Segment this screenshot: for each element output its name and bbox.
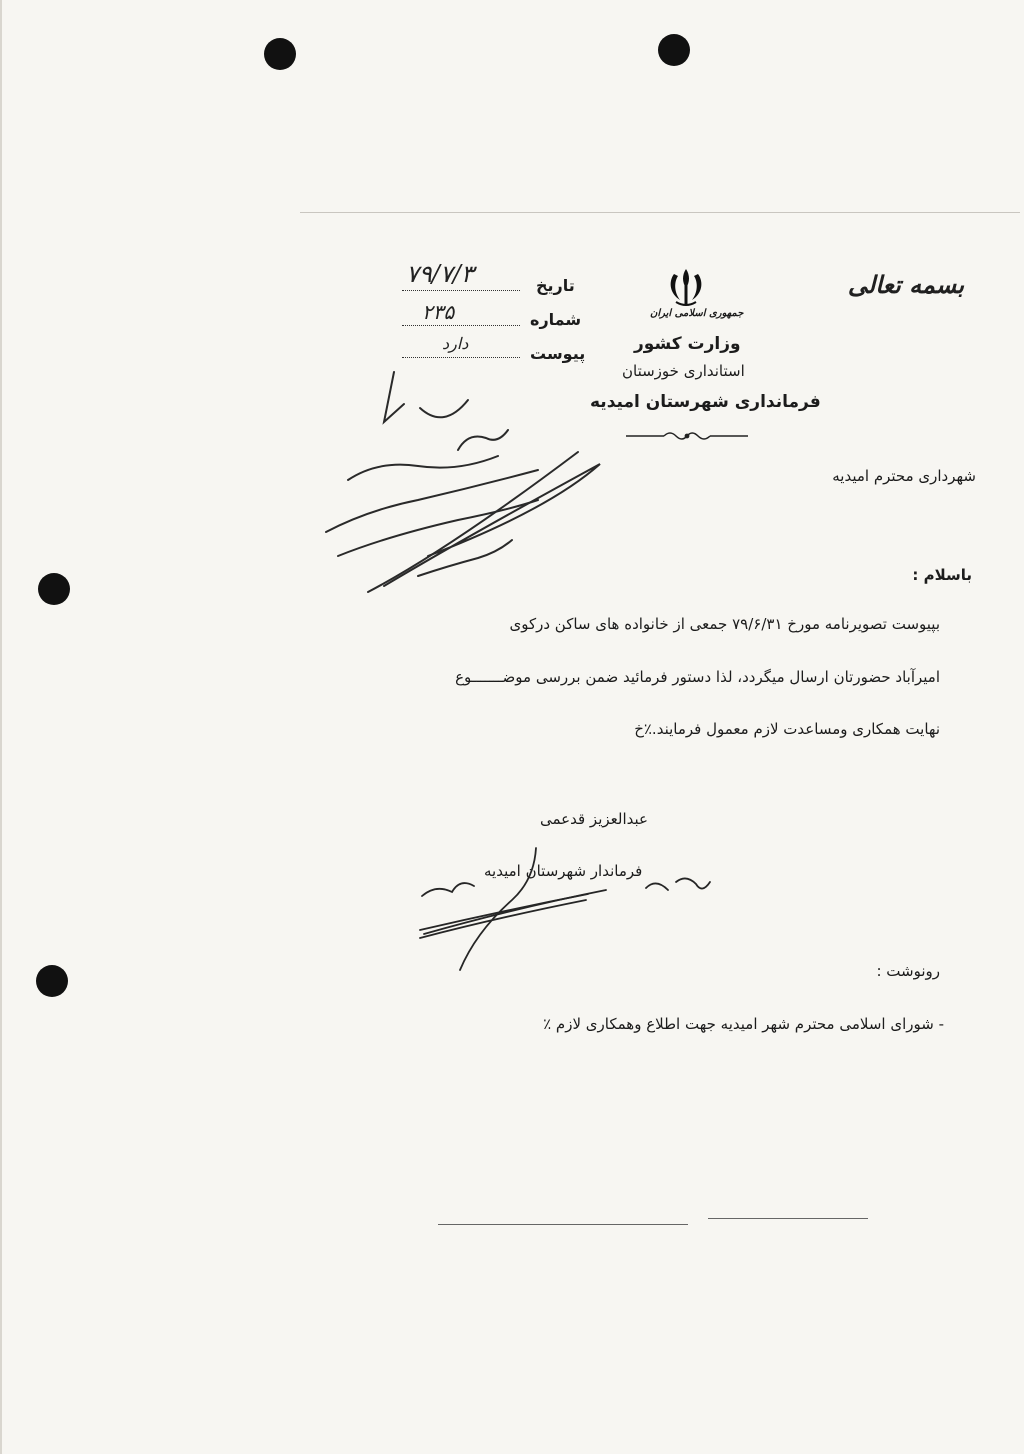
emblem-caption: جمهوری اسلامی ایران — [650, 308, 744, 319]
punch-hole — [264, 38, 296, 70]
province-office: استانداری خوزستان — [622, 362, 745, 380]
handwritten-signature — [416, 838, 716, 974]
footer-rule — [438, 1224, 688, 1225]
ministry-title: وزارت کشور — [634, 334, 741, 354]
iran-emblem-icon — [664, 266, 708, 308]
punch-hole — [658, 34, 690, 66]
punch-hole — [36, 965, 68, 997]
date-label: تاریخ — [536, 276, 575, 295]
recipient-line: شهرداری محترم امیدیه — [832, 467, 976, 485]
enclosure-value: دارد — [442, 334, 469, 353]
date-value: ۷۹/۷/۳ — [406, 260, 474, 288]
cc-label: رونوشت : — [876, 962, 940, 980]
footer-rule — [708, 1218, 868, 1219]
number-line — [402, 325, 520, 326]
body-line: بپیوست تصویرنامه مورخ ۷۹/۶/۳۱ جمعی از خانواده های ساکن درکوی — [509, 615, 940, 633]
date-line — [402, 290, 520, 291]
ornament-divider-icon — [624, 428, 750, 444]
enclosure-line — [402, 357, 520, 358]
number-label: شماره — [530, 310, 582, 329]
county-office: فرمانداری شهرستان امیدیه — [590, 392, 821, 412]
enclosure-label: پیوست — [530, 344, 586, 363]
header-rule — [300, 212, 1020, 213]
signatory-title: فرماندار شهرستان امیدیه — [484, 862, 643, 880]
body-line: نهایت همکاری ومساعدت لازم معمول فرمایند.٪خ — [634, 720, 940, 738]
number-value: ۲۳۵ — [422, 300, 455, 324]
punch-hole — [38, 573, 70, 605]
basmala-text: بسمه تعالی — [847, 270, 964, 299]
cc-item: - شورای اسلامی محترم شهر امیدیه جهت اطلاع وهمکاری لازم ٪ — [543, 1015, 944, 1033]
handwritten-referral-note — [308, 360, 608, 600]
body-line: امیرآباد حضورتان ارسال میگردد، لذا دستور فرمائید ضمن بررسی موضـــــــوع — [455, 668, 940, 686]
greeting-line: باسلام : — [912, 566, 972, 584]
signatory-name: عبدالعزیز قدعمی — [540, 810, 648, 828]
